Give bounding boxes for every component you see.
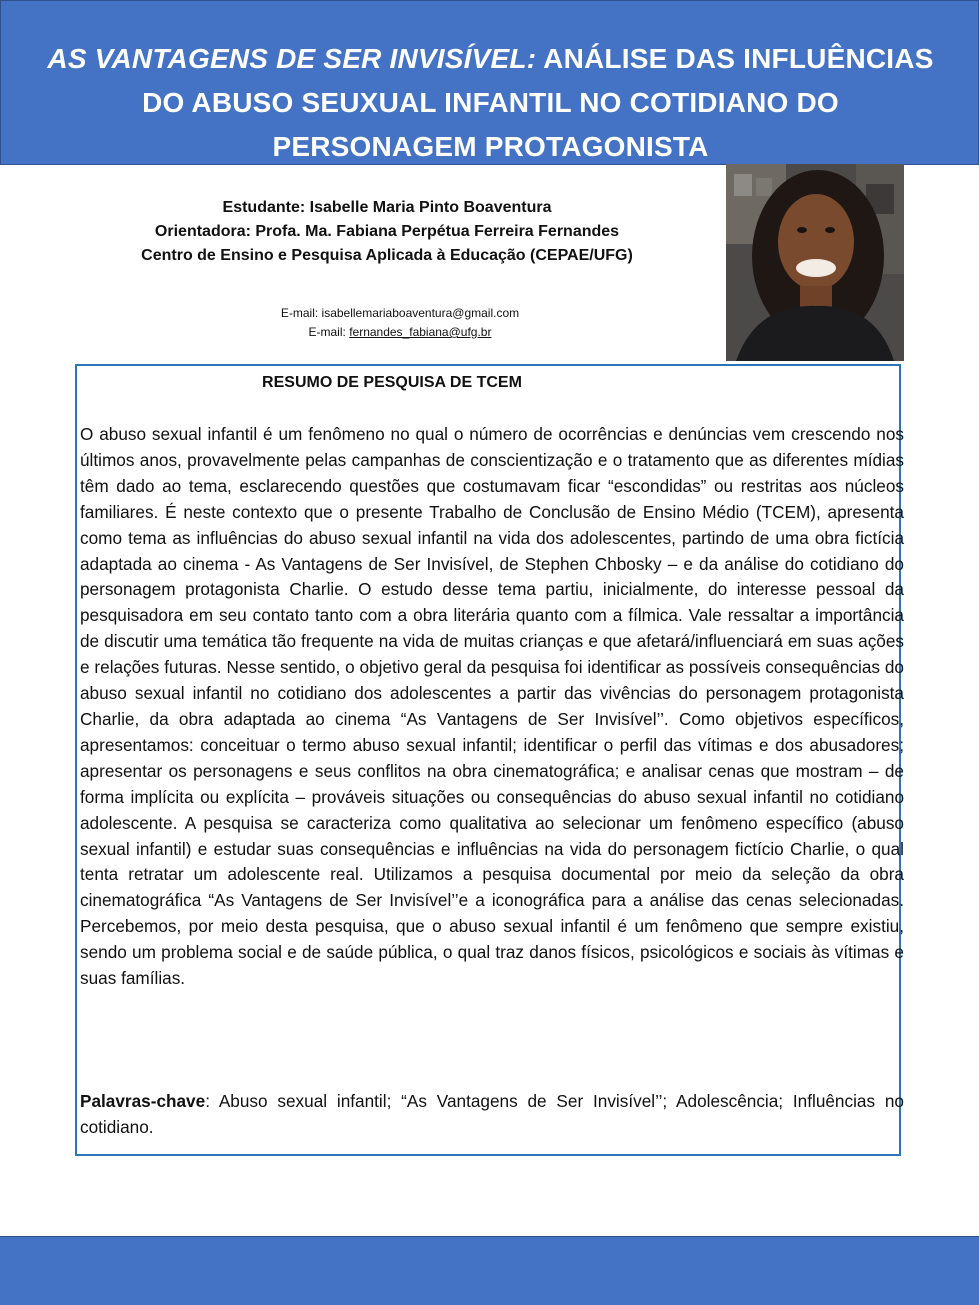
keywords-text: : Abuso sexual infantil; “As Vantagens de Ser Invisível’’; Adolescência; Influências no cotidiano. — [80, 1091, 904, 1137]
institution-name: Centro de Ensino e Pesquisa Aplicada à Educação (CEPAE/UFG) — [141, 247, 633, 264]
title-main-part: ANÁLISE DAS INFLUÊNCIAS DO ABUSO SEUXUAL INFANTIL NO COTIDIANO DO PERSONAGEM PROTAGONISTA — [142, 43, 934, 162]
email-line-2 — [200, 323, 600, 342]
abstract-box — [75, 364, 904, 1156]
title-italic-part: AS VANTAGENS DE SER INVISÍVEL: — [47, 43, 537, 74]
poster-title — [41, 37, 940, 169]
student-photo — [726, 164, 904, 361]
advisor-name: Orientadora: Profa. Ma. Fabiana Perpétua Ferreira Fernandes — [154, 223, 620, 240]
student-photo-image — [726, 164, 904, 361]
abstract-body: O abuso sexual infantil é um fenômeno no qual o número de ocorrências e denúncias vem crescendo nos últimos anos, provavelmente pelas campanhas de conscientização e o tratamento que as diferentes mídias têm dado ao tema, esclarecendo questões que costumavam ficar “escondidas” ou restritas aos núcleos familiares. É neste contexto que o presente Trabalho de Conclusão de Ensino Médio (TCEM), apresenta como tema as influências do abuso sexual infantil na vida dos adolescentes, partindo de uma obra fictícia adaptada ao cinema - As Vantagens de Ser Invisível, de Stephen Chbosky – e da análise do cotidiano do personagem protagonista Charlie. O estudo desse tema partiu, inicialmente, do interesse pessoal da pesquisadora em seu contato tanto com a obra literária quanto com a fílmica. Vale ressaltar a importância de discutir uma temática tão frequente na vida de muitas crianças e que afetará/influenciará em suas ações e relações futuras. Nesse sentido, o objetivo geral da pesquisa foi identificar as possíveis consequências do abuso sexual infantil no cotidiano dos adolescentes a partir das vivências do personagem protagonista Charlie, da obra adaptada ao cinema “As Vantagens de Ser Invisível’’. Como objetivos específicos, apresentamos: conceituar o termo abuso sexual infantil; identificar o perfil das vítimas e dos abusadores; apresentar os personagens e seus conflitos na obra cinematográfica; e analisar cenas que mostram – de forma implícita ou explícita – prováveis situações ou consequências do abuso sexual infantil no cotidiano adolescente. A pesquisa se caracteriza como qualitativa ao selecionar um fenômeno específico (abuso sexual infantil) e estudar suas consequências e influências na vida do personagem fictício Charlie, o qual tenta retratar um adolescente real. Utilizamos a pesquisa documental por meio da seleção da obra cinematográfica “As Vantagens de Ser Invisível’’e a iconográfica para a análise das cenas selecionadas. Percebemos, por meio desta pesquisa, que o abuso sexual infantil é um fenômeno que sempre existiu, sendo um problema social e de saúde pública, o qual traz danos físicos, psicológicos e sociais às vítimas e suas famílias. — [80, 424, 904, 989]
author-credits — [80, 196, 694, 268]
contact-emails — [200, 304, 600, 342]
advisor-email-link[interactable]: fernandes_fabiana@ufg.br — [349, 325, 492, 339]
student-email: isabellemariaboaventura@gmail.com — [321, 306, 520, 320]
abstract-heading: RESUMO DE PESQUISA DE TCEM — [262, 374, 522, 391]
header-band — [0, 0, 979, 165]
email-line-1 — [200, 304, 600, 323]
email-label-1: E-mail: — [280, 306, 322, 320]
footer-band — [0, 1236, 979, 1305]
email-label-2: E-mail: — [308, 325, 350, 339]
student-name: Estudante: Isabelle Maria Pinto Boaventura — [222, 199, 552, 216]
keywords-label: Palavras-chave — [80, 1091, 206, 1111]
keywords — [80, 1089, 904, 1141]
